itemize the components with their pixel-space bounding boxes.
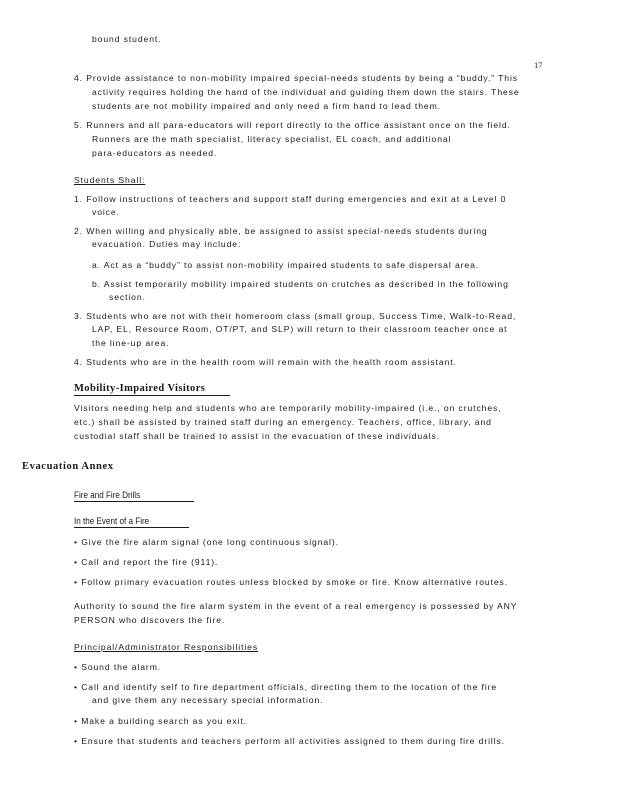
bullet-item: • Give the fire alarm signal (one long continuous signal).	[74, 537, 339, 547]
bullet-item: • Sound the alarm.	[74, 662, 162, 672]
list-item-line: LAP, EL, Resource Room, OT/PT, and SLP) will return to their classroom teacher once at	[92, 324, 508, 334]
list-item-line: 5. Runners and all para-educators will report directly to the office assistant once on the field.	[74, 120, 511, 130]
continued-text: bound student.	[92, 34, 162, 44]
list-item-line: Runners are the math specialist, literacy specialist, EL coach, and additional	[92, 134, 452, 144]
heading-underline	[74, 501, 194, 502]
list-item-line: 1. Follow instructions of teachers and support staff during emergencies and exit at a Level 0	[74, 194, 507, 204]
list-item-line: 4. Students who are in the health room will remain with the health room assistant.	[74, 357, 457, 367]
list-item-line: section.	[109, 292, 146, 302]
list-item-line: a. Act as a “buddy” to assist non-mobility impaired students to safe dispersal area.	[92, 260, 480, 270]
list-item-line: 2. When willing and physically able, be assigned to assist special-needs students during	[74, 226, 488, 236]
heading-underline	[74, 395, 230, 396]
list-item-line: students are not mobility impaired and only need a firm hand to lead them.	[92, 101, 441, 111]
paragraph-line: etc.) shall be assisted by trained staff during an emergency. Teachers, office, library, and	[74, 417, 492, 427]
heading-underline	[74, 527, 189, 528]
event-of-fire-heading: In the Event of a Fire	[74, 516, 150, 526]
paragraph-line: Authority to sound the fire alarm system in the event of a real emergency is possessed by ANY	[74, 601, 518, 611]
list-item-line: voice.	[92, 207, 120, 217]
bullet-item: • Call and identify self to fire department officials, directing them to the location of the fire	[74, 682, 498, 692]
students-shall-heading: Students Shall:	[74, 175, 146, 185]
paragraph-line: custodial staff shall be trained to assist in the evacuation of these individuals.	[74, 431, 441, 441]
fire-drills-heading: Fire and Fire Drills	[74, 490, 141, 500]
list-item-line: para-educators as needed.	[92, 148, 218, 158]
evacuation-annex-heading: Evacuation Annex	[22, 461, 114, 472]
bullet-item-continued: and give them any necessary special information.	[92, 695, 324, 705]
principal-responsibilities-heading: Principal/Administrator Responsibilities	[74, 642, 259, 652]
bullet-item: • Ensure that students and teachers perform all activities assigned to them during fire drills.	[74, 736, 505, 746]
list-item-line: 3. Students who are not with their homeroom class (small group, Success Time, Walk-to-Read,	[74, 311, 517, 321]
bullet-item: • Call and report the fire (911).	[74, 557, 219, 567]
list-item-line: the line-up area.	[92, 338, 170, 348]
list-item-line: activity requires holding the hand of the individual and guiding them down the stairs. These	[92, 87, 520, 97]
list-item-line: evacuation. Duties may include:	[92, 239, 242, 249]
bullet-item: • Make a building search as you exit.	[74, 716, 247, 726]
paragraph-line: Visitors needing help and students who are temporarily mobility-impaired (i.e., on crutches,	[74, 403, 502, 413]
page-number: 17	[534, 60, 543, 70]
mobility-visitors-heading: Mobility-Impaired Visitors	[74, 383, 206, 394]
paragraph-line: PERSON who discovers the fire.	[74, 615, 226, 625]
list-item-line: b. Assist temporarily mobility impaired students on crutches as described in the following	[92, 279, 509, 289]
bullet-item: • Follow primary evacuation routes unless blocked by smoke or fire. Know alternative routes.	[74, 577, 509, 587]
list-item-line: 4. Provide assistance to non-mobility impaired special-needs students by being a “buddy.” This	[74, 73, 518, 83]
